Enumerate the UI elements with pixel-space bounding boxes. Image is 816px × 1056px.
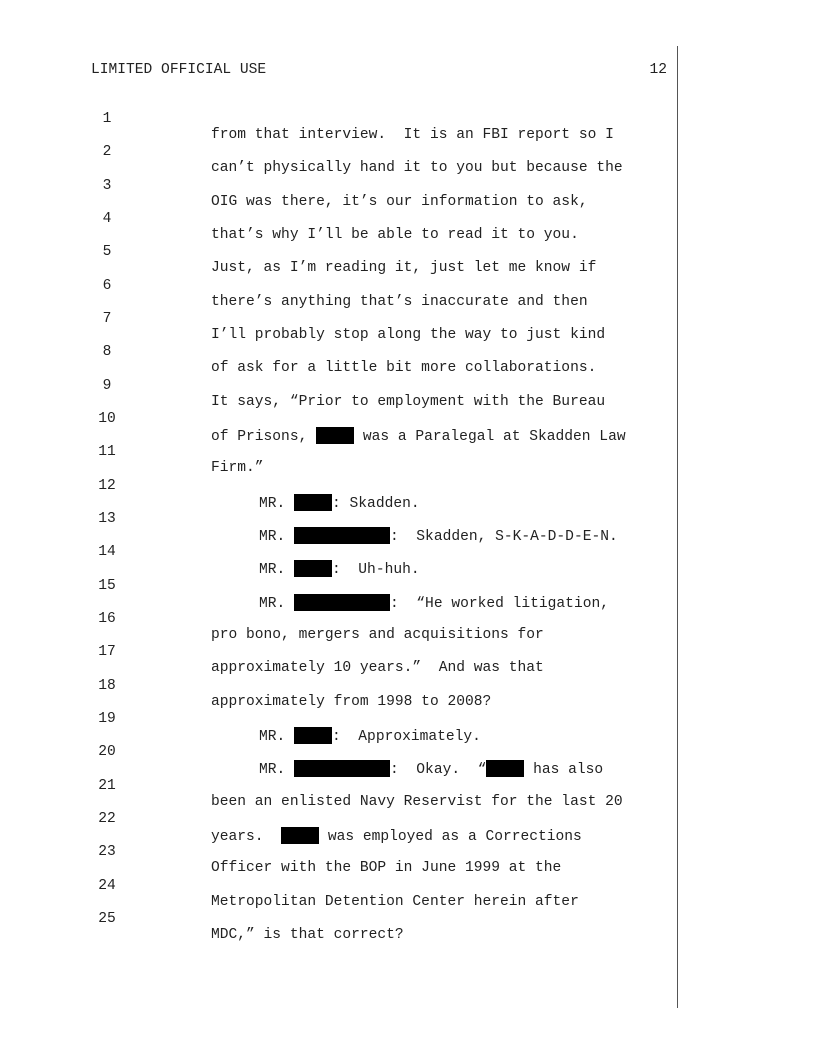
transcript-line xyxy=(0,495,618,545)
line-text: can’t physically hand it to you but because the xyxy=(211,160,623,176)
line-text: that’s why I’ll be able to read it to you. xyxy=(211,227,579,243)
line-number: 8 xyxy=(102,344,112,360)
line-number: 16 xyxy=(98,611,116,627)
line-number: 11 xyxy=(98,444,116,460)
line-number: 18 xyxy=(98,678,116,694)
line-text: MR. : Uh-huh. xyxy=(259,562,420,578)
line-text: pro bono, mergers and acquisitions for xyxy=(211,627,544,643)
line-text: MDC,” is that correct? xyxy=(211,927,404,943)
line-number: 10 xyxy=(98,411,116,427)
line-number: 1 xyxy=(102,111,112,127)
line-number: 14 xyxy=(98,544,116,560)
transcript-line xyxy=(0,428,264,476)
line-text: approximately 10 years.” And was that xyxy=(211,660,544,676)
line-text: MR. : Skadden, S-K-A-D-D-E-N. xyxy=(259,529,618,545)
line-number: 3 xyxy=(102,178,112,194)
line-text: It says, “Prior to employment with the Bureau xyxy=(211,394,606,410)
line-number: 24 xyxy=(98,878,116,894)
page-number: 12 xyxy=(649,62,667,78)
line-text: approximately from 1998 to 2008? xyxy=(211,694,492,710)
redaction-block xyxy=(294,560,332,577)
redaction-block xyxy=(294,494,332,511)
margin-rule xyxy=(677,46,678,1008)
transcript-line xyxy=(0,95,614,143)
redaction-block xyxy=(486,760,524,777)
line-number: 4 xyxy=(102,211,112,227)
line-number: 6 xyxy=(102,278,112,294)
redaction-block xyxy=(316,427,354,444)
line-text: Just, as I’m reading it, just let me know if xyxy=(211,260,597,276)
line-number: 9 xyxy=(102,378,112,394)
line-number: 13 xyxy=(98,511,116,527)
line-text: Officer with the BOP in June 1999 at the xyxy=(211,860,562,876)
line-number: 25 xyxy=(98,911,116,927)
line-text: years. was employed as a Corrections xyxy=(211,829,582,845)
line-number: 7 xyxy=(102,311,112,327)
line-text: there’s anything that’s inaccurate and then xyxy=(211,294,588,310)
line-number: 2 xyxy=(102,144,112,160)
line-text: Metropolitan Detention Center herein after xyxy=(211,894,579,910)
line-text: been an enlisted Navy Reservist for the last 20 xyxy=(211,794,623,810)
line-text: of ask for a little bit more collaborations. xyxy=(211,360,597,376)
line-number: 21 xyxy=(98,778,116,794)
line-number: 23 xyxy=(98,844,116,860)
line-text: MR. : Approximately. xyxy=(259,729,481,745)
line-text: MR. : Okay. “ has also xyxy=(259,762,604,778)
line-text: MR. : “He worked litigation, xyxy=(259,596,609,612)
redaction-block xyxy=(294,527,390,544)
line-text: MR. : Skadden. xyxy=(259,496,420,512)
line-number: 17 xyxy=(98,644,116,660)
redaction-block xyxy=(294,594,390,611)
transcript-line xyxy=(0,528,420,578)
line-text: Firm.” xyxy=(211,460,264,476)
transcript-line xyxy=(0,895,404,943)
line-text: OIG was there, it’s our information to ask, xyxy=(211,194,588,210)
line-number: 12 xyxy=(98,478,116,494)
line-number: 20 xyxy=(98,744,116,760)
redaction-block xyxy=(294,760,390,777)
page-header-classification: LIMITED OFFICIAL USE xyxy=(91,62,267,78)
line-text: from that interview. It is an FBI report so I xyxy=(211,127,614,143)
line-number: 22 xyxy=(98,811,116,827)
line-number: 19 xyxy=(98,711,116,727)
line-number: 5 xyxy=(102,244,112,260)
line-text: of Prisons, was a Paralegal at Skadden Law xyxy=(211,429,626,445)
redaction-block xyxy=(281,827,319,844)
line-text: I’ll probably stop along the way to just kind xyxy=(211,327,606,343)
line-number: 15 xyxy=(98,578,116,594)
redaction-block xyxy=(294,727,332,744)
